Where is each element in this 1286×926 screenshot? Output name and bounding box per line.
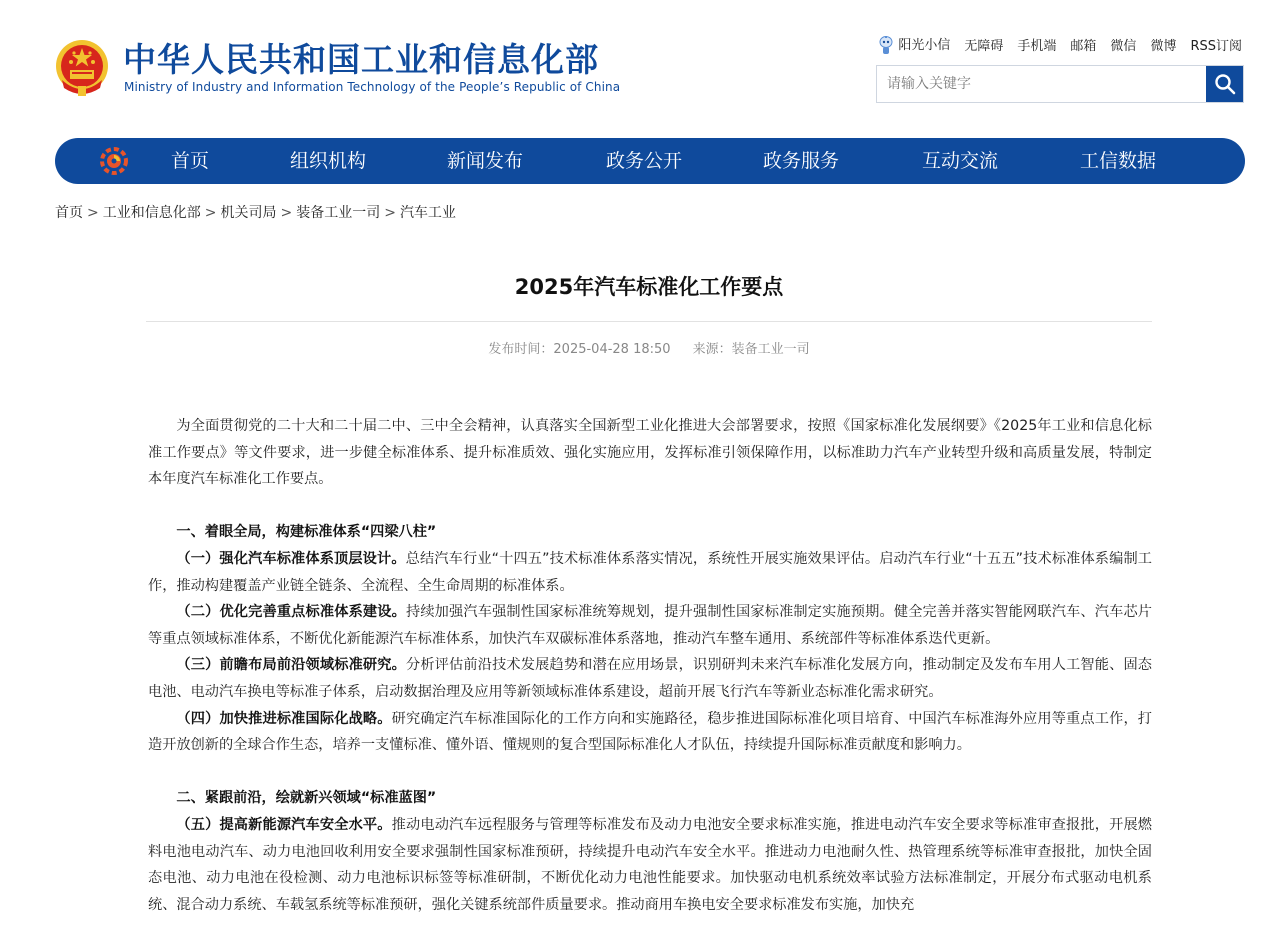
breadcrumb-departments[interactable]: 机关司局 — [220, 205, 277, 221]
search-button[interactable] — [1206, 66, 1243, 102]
paragraph-heading: （五）提高新能源汽车安全水平。 — [176, 816, 392, 833]
national-emblem-icon — [54, 38, 110, 98]
breadcrumb-auto-industry[interactable]: 汽车工业 — [399, 205, 456, 221]
search-box — [876, 65, 1244, 103]
publish-label: 发布时间： — [488, 342, 554, 357]
paragraph-text: 研究确定汽车标准国际化的工作方向和实施路径，稳步推进国际标准化项目培育、中国汽车标准海外应用等重点工作，打造开放创新的全球合作生态，培养一支懂标准、懂外语、懂规则的复合型国际标准化人才队伍，持续提升国际标准贡献度和影响力。 — [148, 710, 1152, 754]
top-link-rss[interactable]: RSS订阅 — [1190, 39, 1242, 55]
paragraph-heading: （四）加快推进标准国际化战略。 — [176, 710, 392, 727]
source-label: 来源： — [692, 342, 732, 357]
paragraph-text: 分析评估前沿技术发展趋势和潜在应用场景，识别研判未来汽车标准化发展方向，推动制定及发布车用人工智能、固态电池、电动汽车换电等标准子体系，启动数据治理及应用等新领域标准体系建设，超前开展飞行汽车等新业态标准化需求研究。 — [148, 657, 1152, 700]
nav-item-news[interactable]: 新闻发布 — [446, 150, 524, 172]
paragraph-heading: （一）强化汽车标准体系顶层设计。 — [176, 550, 406, 567]
top-link-mail[interactable]: 邮箱 — [1070, 39, 1097, 55]
top-link-assistant[interactable] — [878, 34, 950, 56]
section-heading — [148, 519, 1152, 546]
source: 装备工业一司 — [731, 342, 810, 357]
section-heading-text: 二、紧跟前沿，绘就新兴领域“标准蓝图” — [176, 790, 437, 807]
site-title[interactable]: 中华人民共和国工业和信息化部 — [123, 40, 599, 79]
breadcrumb-miit[interactable]: 工业和信息化部 — [102, 205, 201, 221]
paragraph-text: 持续加强汽车强制性国家标准统筹规划，提升强制性国家标准制定实施预期。健全完善并落实智能网联汽车、汽车芯片等重点领域标准体系，不断优化新能源汽车标准体系，加快汽车双碳标准体系落地，推动汽车整车通用、系统部件等标准体系迭代更新。 — [148, 604, 1152, 647]
main-nav — [55, 138, 1245, 184]
publish-time: 2025-04-28 18:50 — [553, 342, 671, 357]
nav-item-interaction[interactable]: 互动交流 — [921, 150, 999, 172]
breadcrumb-home[interactable]: 首页 — [55, 205, 83, 221]
article-meta — [146, 338, 1152, 357]
intro-paragraph: 为全面贯彻党的二十大和二十届二中、三中全会精神，认真落实全国新型工业化推进大会部署要求，按照《国家标准化发展纲要》《2025年工业和信息化标准工作要点》等文件要求，进一步健全标准体系、提升标准质效、强化实施应用，发挥标准引领保障作用，以标准助力汽车产业转型升级和高质量发展，特制定本年度汽车标准化工作要点。 — [148, 418, 1152, 488]
search-input[interactable] — [877, 66, 1206, 102]
paragraph-heading: （二）优化完善重点标准体系建设。 — [176, 604, 406, 621]
nav-item-government-affairs[interactable]: 政务公开 — [605, 150, 683, 172]
breadcrumb-separator: > — [280, 205, 293, 221]
nav-logo-icon — [99, 146, 129, 176]
site-title-english: Ministry of Industry and Information Technology of the People’s Republic of China — [124, 80, 621, 94]
paragraph — [148, 546, 1152, 599]
paragraph — [148, 599, 1152, 652]
search-icon — [1214, 73, 1236, 95]
paragraph — [148, 812, 1152, 918]
breadcrumb-separator: > — [204, 205, 217, 221]
robot-assistant-icon — [878, 36, 894, 56]
breadcrumb — [55, 202, 456, 222]
paragraph-text: 总结汽车行业“十四五”技术标准体系落实情况，系统性开展实施效果评估。启动汽车行业“十五五”技术标准体系编制工作，推动构建覆盖产业链全链条、全流程、全生命周期的标准体系。 — [148, 550, 1152, 594]
top-link-label: 阳光小信 — [898, 38, 951, 53]
top-link-weibo[interactable]: 微博 — [1150, 39, 1177, 55]
nav-item-data[interactable]: 工信数据 — [1079, 150, 1157, 172]
article-title: 2025年汽车标准化工作要点 — [514, 275, 784, 299]
top-link-wechat[interactable]: 微信 — [1110, 39, 1137, 55]
paragraph — [148, 706, 1152, 759]
paragraph-heading: （三）前瞻布局前沿领域标准研究。 — [176, 657, 406, 674]
breadcrumb-separator: > — [384, 205, 396, 221]
top-link-accessibility[interactable]: 无障碍 — [964, 39, 1004, 55]
nav-item-organization[interactable]: 组织机构 — [289, 150, 367, 172]
top-links — [878, 34, 1242, 56]
title-divider — [146, 321, 1152, 322]
paragraph-text: 推动电动汽车远程服务与管理等标准发布及动力电池安全要求标准实施，推进电动汽车安全要求等标准审查报批，开展燃料电池电动汽车、动力电池回收利用安全要求强制性国家标准预研，持续提升电动汽车安全水平。推进动力电池耐久性、热管理系统等标准审查报批，加快全固态电池、动力电池在役检测、动力电池标识标签等标准研制，不断优化动力电池性能要求。加快驱动电机系统效率试验方法标准制定，开展分布式驱动电机系统、混合动力系统、车载氢系统等标准预研，强化关键系统部件质量要求。推动商用车换电安全要求标准发布实施，加快充 — [148, 816, 1152, 913]
nav-item-services[interactable]: 政务服务 — [762, 150, 840, 172]
article-body — [148, 413, 1152, 918]
paragraph — [148, 652, 1152, 705]
breadcrumb-equipment-dept[interactable]: 装备工业一司 — [296, 205, 381, 221]
section-heading — [148, 785, 1152, 812]
top-link-mobile[interactable]: 手机端 — [1017, 39, 1057, 55]
nav-item-home[interactable]: 首页 — [170, 150, 210, 172]
section-heading-text: 一、着眼全局，构建标准体系“四梁八柱” — [176, 524, 437, 541]
breadcrumb-separator: > — [87, 205, 99, 221]
